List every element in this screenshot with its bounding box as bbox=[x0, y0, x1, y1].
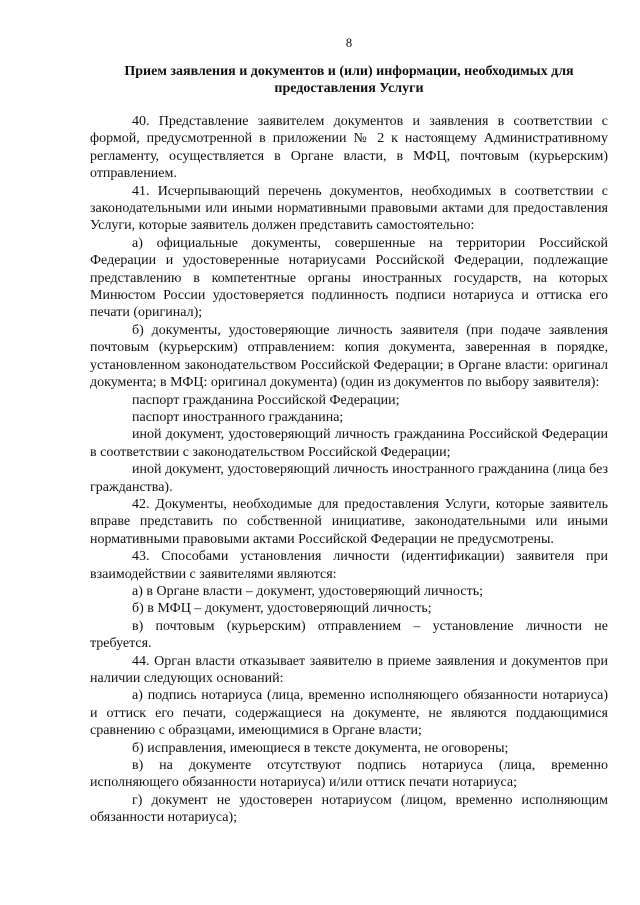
paragraph-44: 44. Орган власти отказывает заявителю в приеме заявления и документов при наличии следующих оснований: bbox=[90, 653, 608, 686]
section-title: Прием заявления и документов и (или) информации, необходимых для предоставления Услуги bbox=[124, 64, 574, 96]
list-item-43-c: в) почтовым (курьерским) отправлением – установление личности не требуется. bbox=[90, 618, 608, 652]
paragraph-42: 42. Документы, необходимые для предоставления Услуги, которые заявитель вправе представить по собственной инициативе, законодательными или иными нормативными правовыми актами Российской Федерации не предусмотрены. bbox=[90, 496, 608, 547]
paragraph-43: 43. Способами установления личности (идентификации) заявителя при взаимодействии с заявителями являются: bbox=[90, 549, 608, 582]
list-item-41-b: б) документы, удостоверяющие личность заявителя (при подаче заявления почтовым (курьерским) отправлением: копия документа, заверенная в порядке, установленном законодательством Российской Федерации; в Органе власти: оригинал документа; в МФЦ: оригинал документа) (один из документов по выбору заявителя): bbox=[90, 322, 608, 391]
list-item-44-b: б) исправления, имеющиеся в тексте документа, не оговорены; bbox=[132, 740, 509, 756]
list-item-44-c: в) на документе отсутствуют подпись нотариуса (лица, временно исполняющего обязанности нотариуса) и/или оттиск печати нотариуса; bbox=[90, 758, 608, 791]
list-item-passport-rf: паспорт гражданина Российской Федерации; bbox=[132, 392, 400, 408]
paragraph-40: 40. Представление заявителем документов и заявления в соответствии с формой, предусмотренной в приложении № 2 к настоящему Административному регламенту, осуществляется в Органе власти, в МФЦ, почтовым (курьерским) отправлением. bbox=[90, 114, 608, 182]
page-number: 8 bbox=[345, 36, 353, 50]
paragraph-41: 41. Исчерпывающий перечень документов, необходимых в соответствии с законодательными или иными нормативными правовыми актами для предоставления Услуги, которые заявитель должен представить самостоятельно: bbox=[90, 183, 608, 234]
list-item-41-a: а) официальные документы, совершенные на территории Российской Федерации и удостоверенные нотариусами Российской Федерации, подлежащие представлению в компетентные органы иностранных государств, на которых Минюстом России удостоверяется подлинность подписи нотариуса и оттиска его печати (оригинал); bbox=[90, 235, 608, 321]
list-item-43-a: а) в Органе власти – документ, удостоверяющий личность; bbox=[132, 583, 483, 599]
list-item-passport-foreign: паспорт иностранного гражданина; bbox=[132, 409, 344, 425]
list-item-other-doc-foreign: иной документ, удостоверяющий личность иностранного гражданина (лица без гражданства). bbox=[90, 462, 608, 495]
document-body bbox=[90, 113, 608, 827]
list-item-other-doc-rf: иной документ, удостоверяющий личность гражданина Российской Федерации в соответствии с законодательством Российской Федерации; bbox=[90, 427, 608, 460]
list-item-43-b: б) в МФЦ – документ, удостоверяющий личность; bbox=[132, 601, 432, 617]
list-item-44-d: г) документ не удостоверен нотариусом (лицом, временно исполняющим обязанности нотариуса); bbox=[90, 792, 608, 826]
list-item-44-a: а) подпись нотариуса (лица, временно исполняющего обязанности нотариуса) и оттиск его печати, содержащиеся на документе, не являются поддающимися сравнению с образцами, имеющимися в Органе власти; bbox=[90, 688, 608, 739]
